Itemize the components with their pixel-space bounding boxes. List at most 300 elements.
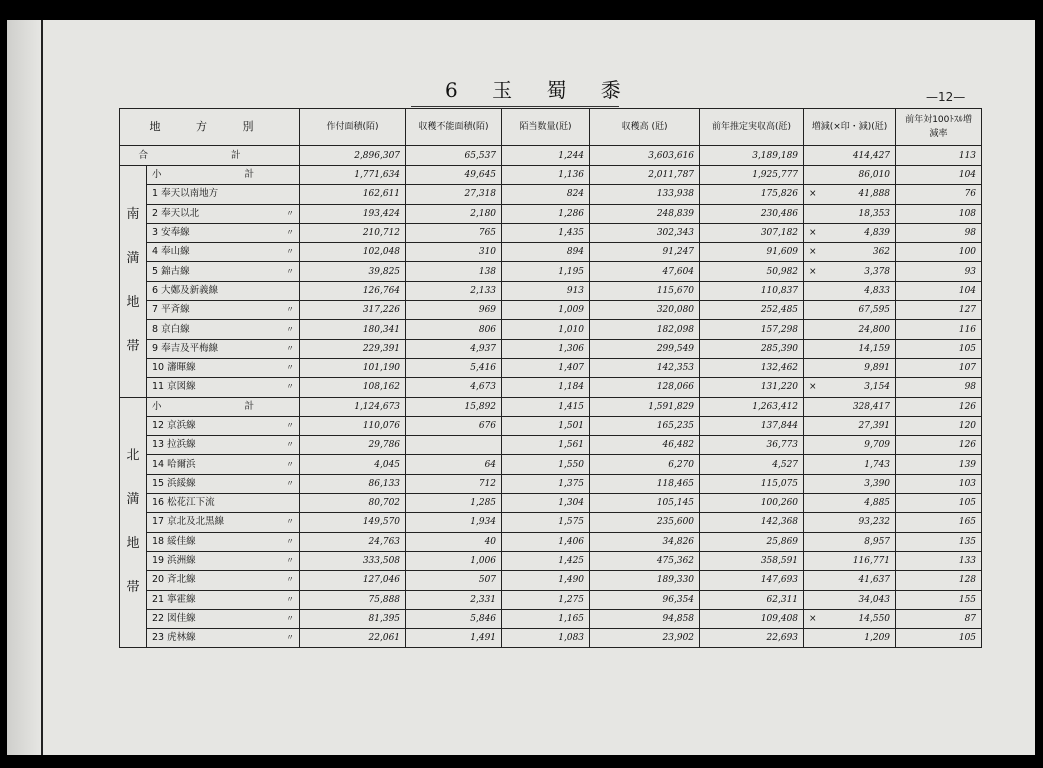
- cell-change: [804, 513, 896, 532]
- cell-prev-year: 132,462: [700, 358, 804, 377]
- row-name-text: 3 安奉線: [152, 227, 190, 239]
- region-char: 帯: [126, 580, 140, 596]
- cell-yield-per-ha: 1,009: [502, 301, 590, 320]
- row-name-text: 9 奉吉及平梅線: [152, 342, 219, 354]
- cell-ratio: 103: [896, 474, 982, 493]
- cell-prev-year: 285,390: [700, 339, 804, 358]
- cell-ratio: 126: [896, 436, 982, 455]
- cell-ratio: 105: [896, 494, 982, 513]
- cell-failed-area: 40: [406, 532, 502, 551]
- table-row: [120, 436, 982, 455]
- change-value: 116,771: [852, 556, 891, 567]
- cell-planted-area: 86,133: [300, 474, 406, 493]
- cell-yield-per-ha: 1,501: [502, 416, 590, 435]
- cell-failed-area: 1,285: [406, 494, 502, 513]
- cell-planted-area: 162,611: [300, 185, 406, 204]
- row-name-text: 7 平斉線: [152, 304, 190, 316]
- cell-change: [804, 358, 896, 377]
- cell-yield-per-ha: 1,550: [502, 455, 590, 474]
- region-char: 北: [126, 448, 140, 464]
- row-name-text: 12 京浜線: [152, 420, 196, 431]
- cell-ratio: 93: [896, 262, 982, 281]
- table-row: [120, 571, 982, 590]
- corn-harvest-table: [119, 108, 982, 648]
- cell-planted-area: 22,061: [300, 629, 406, 648]
- subtotal-failed-area: 15,892: [406, 397, 502, 416]
- cell-change: [804, 571, 896, 590]
- table-row: [120, 281, 982, 300]
- total-change: 414,427: [804, 146, 896, 166]
- change-value: 362: [872, 247, 891, 258]
- subtotal-yield-per-ha: 1,415: [502, 397, 590, 416]
- header-planted-area: 作付面積(陌): [300, 109, 406, 146]
- cell-planted-area: 4,045: [300, 455, 406, 474]
- cell-yield-per-ha: 894: [502, 243, 590, 262]
- table-row: [120, 223, 982, 242]
- subtotal-change: 86,010: [804, 166, 896, 185]
- subtotal-planted-area: 1,771,634: [300, 166, 406, 185]
- cell-change: [804, 281, 896, 300]
- cell-failed-area: 806: [406, 320, 502, 339]
- cell-failed-area: 1,934: [406, 513, 502, 532]
- subtotal-label: 小 計: [147, 166, 300, 185]
- cell-harvest: 47,604: [590, 262, 700, 281]
- decrease-mark: ×: [809, 382, 817, 393]
- cell-failed-area: 4,937: [406, 339, 502, 358]
- region-char: 帯: [126, 339, 140, 355]
- cell-yield-per-ha: 1,275: [502, 590, 590, 609]
- cell-ratio: 76: [896, 185, 982, 204]
- change-value: 34,043: [858, 594, 891, 605]
- cell-harvest: 23,902: [590, 629, 700, 648]
- row-name: [147, 436, 300, 455]
- cell-prev-year: 157,298: [700, 320, 804, 339]
- change-value: 4,839: [864, 228, 891, 239]
- cell-harvest: 34,826: [590, 532, 700, 551]
- cell-prev-year: 115,075: [700, 474, 804, 493]
- row-name: [147, 590, 300, 609]
- change-value: 3,390: [864, 478, 891, 489]
- cell-planted-area: 29,786: [300, 436, 406, 455]
- cell-change: [804, 629, 896, 648]
- cell-ratio: 98: [896, 378, 982, 397]
- cell-change: [804, 590, 896, 609]
- row-name: [147, 532, 300, 551]
- cell-prev-year: 36,773: [700, 436, 804, 455]
- cell-yield-per-ha: 1,286: [502, 204, 590, 223]
- subtotal-harvest: 2,011,787: [590, 166, 700, 185]
- decrease-mark: ×: [809, 228, 817, 239]
- change-value: 1,209: [864, 633, 891, 644]
- cell-harvest: 6,270: [590, 455, 700, 474]
- cell-failed-area: 969: [406, 301, 502, 320]
- row-name: [147, 339, 300, 358]
- cell-harvest: 96,354: [590, 590, 700, 609]
- ditto-mark: 〃: [286, 478, 295, 488]
- row-name: [147, 494, 300, 513]
- row-name: [147, 281, 300, 300]
- cell-prev-year: 252,485: [700, 301, 804, 320]
- table-row: [120, 339, 982, 358]
- north-subtotal-row: [120, 397, 982, 416]
- change-value: 41,888: [858, 189, 891, 200]
- decrease-mark: ×: [809, 266, 817, 277]
- table-row: [120, 494, 982, 513]
- cell-change: [804, 243, 896, 262]
- cell-planted-area: 149,570: [300, 513, 406, 532]
- total-failed-area: 65,537: [406, 146, 502, 166]
- cell-planted-area: 24,763: [300, 532, 406, 551]
- table-row: [120, 358, 982, 377]
- cell-harvest: 320,080: [590, 301, 700, 320]
- cell-planted-area: 229,391: [300, 339, 406, 358]
- cell-prev-year: 91,609: [700, 243, 804, 262]
- cell-failed-area: 310: [406, 243, 502, 262]
- cell-yield-per-ha: 1,184: [502, 378, 590, 397]
- row-name: [147, 262, 300, 281]
- cell-prev-year: 4,527: [700, 455, 804, 474]
- cell-planted-area: 333,508: [300, 551, 406, 570]
- ditto-mark: 〃: [286, 459, 295, 469]
- region-char: 満: [126, 251, 140, 267]
- cell-yield-per-ha: 1,375: [502, 474, 590, 493]
- row-name: [147, 513, 300, 532]
- cell-ratio: 105: [896, 339, 982, 358]
- cell-planted-area: 180,341: [300, 320, 406, 339]
- ditto-mark: 〃: [286, 343, 295, 353]
- table-row: [120, 455, 982, 474]
- cell-change: [804, 320, 896, 339]
- row-name-text: 6 大鄭及新義線: [152, 284, 219, 296]
- cell-yield-per-ha: 1,010: [502, 320, 590, 339]
- subtotal-change: 328,417: [804, 397, 896, 416]
- header-yield-per-ha: 陌当数量(瓩): [502, 109, 590, 146]
- page-title: 6 玉 蜀 黍: [445, 78, 635, 102]
- row-name-text: 10 瀋暉線: [152, 362, 196, 374]
- cell-harvest: 302,343: [590, 223, 700, 242]
- cell-ratio: 155: [896, 590, 982, 609]
- header-row: [120, 109, 982, 146]
- cell-ratio: 100: [896, 243, 982, 262]
- cell-prev-year: 110,837: [700, 281, 804, 300]
- north-region-label: [120, 397, 147, 648]
- row-name-text: 14 哈爾浜: [152, 458, 196, 470]
- total-planted-area: 2,896,307: [300, 146, 406, 166]
- cell-prev-year: 131,220: [700, 378, 804, 397]
- cell-planted-area: 110,076: [300, 416, 406, 435]
- row-name-text: 20 斉北線: [152, 574, 196, 586]
- cell-failed-area: 676: [406, 416, 502, 435]
- row-name-text: 21 寧霍線: [152, 593, 196, 605]
- cell-ratio: 116: [896, 320, 982, 339]
- cell-planted-area: 317,226: [300, 301, 406, 320]
- cell-ratio: 165: [896, 513, 982, 532]
- cell-failed-area: 2,331: [406, 590, 502, 609]
- cell-yield-per-ha: 1,407: [502, 358, 590, 377]
- cell-yield-per-ha: 1,304: [502, 494, 590, 513]
- cell-prev-year: 142,368: [700, 513, 804, 532]
- table-row: [120, 416, 982, 435]
- change-value: 9,891: [864, 363, 891, 374]
- change-value: 3,154: [864, 382, 891, 393]
- cell-change: [804, 301, 896, 320]
- cell-yield-per-ha: 824: [502, 185, 590, 204]
- cell-ratio: 107: [896, 358, 982, 377]
- table-row: [120, 590, 982, 609]
- cell-yield-per-ha: 1,575: [502, 513, 590, 532]
- cell-planted-area: 126,764: [300, 281, 406, 300]
- cell-harvest: 105,145: [590, 494, 700, 513]
- cell-planted-area: 81,395: [300, 609, 406, 628]
- cell-yield-per-ha: 1,561: [502, 436, 590, 455]
- subtotal-label: 小 計: [147, 397, 300, 416]
- cell-planted-area: 101,190: [300, 358, 406, 377]
- row-name: [147, 609, 300, 628]
- cell-change: [804, 378, 896, 397]
- change-value: 4,833: [864, 285, 891, 296]
- change-value: 1,743: [864, 459, 891, 470]
- row-name: [147, 416, 300, 435]
- cell-failed-area: 2,180: [406, 204, 502, 223]
- table-row: [120, 378, 982, 397]
- cell-prev-year: 175,826: [700, 185, 804, 204]
- cell-failed-area: 27,318: [406, 185, 502, 204]
- total-row: [120, 146, 982, 166]
- subtotal-ratio: 126: [896, 397, 982, 416]
- change-value: 14,550: [858, 613, 891, 624]
- row-name: [147, 243, 300, 262]
- row-name-text: 16 松花江下流: [152, 497, 215, 509]
- cell-ratio: 108: [896, 204, 982, 223]
- region-char: 南: [126, 207, 140, 223]
- decrease-mark: ×: [809, 613, 817, 624]
- cell-prev-year: 50,982: [700, 262, 804, 281]
- region-char: 地: [126, 295, 140, 311]
- header-failed-area: 収穫不能面積(陌): [406, 109, 502, 146]
- change-value: 9,709: [864, 440, 891, 451]
- ditto-mark: 〃: [286, 266, 295, 276]
- region-char: 満: [126, 492, 140, 508]
- cell-yield-per-ha: 913: [502, 281, 590, 300]
- cell-failed-area: 5,416: [406, 358, 502, 377]
- cell-failed-area: 1,006: [406, 551, 502, 570]
- cell-change: [804, 204, 896, 223]
- cell-yield-per-ha: 1,165: [502, 609, 590, 628]
- cell-prev-year: 137,844: [700, 416, 804, 435]
- total-yield-per-ha: 1,244: [502, 146, 590, 166]
- cell-harvest: 94,858: [590, 609, 700, 628]
- row-name: [147, 185, 300, 204]
- cell-harvest: 133,938: [590, 185, 700, 204]
- header-prev-year: 前年推定実収高(瓩): [700, 109, 804, 146]
- row-name: [147, 629, 300, 648]
- row-name: [147, 571, 300, 590]
- row-name-text: 5 錦古線: [152, 265, 190, 277]
- cell-planted-area: 127,046: [300, 571, 406, 590]
- change-value: 14,159: [858, 343, 891, 354]
- cell-ratio: 120: [896, 416, 982, 435]
- cell-planted-area: 210,712: [300, 223, 406, 242]
- row-name: [147, 320, 300, 339]
- cell-harvest: 189,330: [590, 571, 700, 590]
- cell-failed-area: 765: [406, 223, 502, 242]
- row-name: [147, 551, 300, 570]
- row-name-text: 2 奉天以北: [152, 207, 200, 219]
- cell-failed-area: 4,673: [406, 378, 502, 397]
- cell-yield-per-ha: 1,306: [502, 339, 590, 358]
- cell-yield-per-ha: 1,195: [502, 262, 590, 281]
- cell-change: [804, 494, 896, 513]
- cell-ratio: 104: [896, 281, 982, 300]
- total-harvest: 3,603,616: [590, 146, 700, 166]
- cell-ratio: 139: [896, 455, 982, 474]
- subtotal-harvest: 1,591,829: [590, 397, 700, 416]
- row-name-text: 17 京北及北黒線: [152, 516, 225, 528]
- row-name: [147, 378, 300, 397]
- cell-harvest: 248,839: [590, 204, 700, 223]
- ditto-mark: 〃: [286, 228, 295, 238]
- subtotal-yield-per-ha: 1,136: [502, 166, 590, 185]
- header-ratio: 前年対100ﾄｽﾙ増減率: [896, 109, 982, 146]
- row-name-text: 18 綏佳線: [152, 535, 196, 547]
- region-char: 地: [126, 536, 140, 552]
- cell-prev-year: 62,311: [700, 590, 804, 609]
- ditto-mark: 〃: [286, 363, 295, 373]
- change-value: 67,595: [858, 305, 891, 316]
- cell-harvest: 475,362: [590, 551, 700, 570]
- cell-change: [804, 436, 896, 455]
- row-name-text: 22 図佳線: [152, 612, 196, 624]
- cell-harvest: 299,549: [590, 339, 700, 358]
- change-value: 27,391: [858, 421, 891, 431]
- cell-yield-per-ha: 1,083: [502, 629, 590, 648]
- page-number: —12—: [926, 90, 966, 104]
- cell-planted-area: 80,702: [300, 494, 406, 513]
- ditto-mark: 〃: [286, 536, 295, 546]
- ditto-mark: 〃: [286, 633, 295, 643]
- title-underline: [411, 106, 619, 107]
- change-value: 41,637: [858, 575, 891, 586]
- cell-change: [804, 474, 896, 493]
- cell-ratio: 127: [896, 301, 982, 320]
- subtotal-prev-year: 1,263,412: [700, 397, 804, 416]
- cell-planted-area: 39,825: [300, 262, 406, 281]
- table-row: [120, 262, 982, 281]
- ditto-mark: 〃: [286, 324, 295, 334]
- change-value: 93,232: [858, 517, 891, 528]
- cell-yield-per-ha: 1,406: [502, 532, 590, 551]
- cell-ratio: 98: [896, 223, 982, 242]
- row-name-text: 13 拉浜線: [152, 439, 196, 451]
- ditto-mark: 〃: [286, 305, 295, 315]
- cell-change: [804, 223, 896, 242]
- cell-change: [804, 455, 896, 474]
- table-row: [120, 532, 982, 551]
- page-binding-edge: [41, 20, 43, 755]
- total-ratio: 113: [896, 146, 982, 166]
- table-row: [120, 301, 982, 320]
- ditto-mark: 〃: [286, 594, 295, 604]
- cell-failed-area: 64: [406, 455, 502, 474]
- table-row: [120, 320, 982, 339]
- ditto-mark: 〃: [286, 247, 295, 257]
- cell-harvest: 115,670: [590, 281, 700, 300]
- ditto-mark: 〃: [286, 382, 295, 392]
- table-row: [120, 474, 982, 493]
- cell-planted-area: 102,048: [300, 243, 406, 262]
- ditto-mark: 〃: [286, 517, 295, 527]
- cell-failed-area: [406, 436, 502, 455]
- row-name: [147, 223, 300, 242]
- header-region: 地 方 別: [120, 109, 300, 146]
- ditto-mark: 〃: [286, 440, 295, 450]
- cell-prev-year: 100,260: [700, 494, 804, 513]
- cell-change: [804, 185, 896, 204]
- change-value: 24,800: [858, 324, 891, 335]
- cell-failed-area: 712: [406, 474, 502, 493]
- row-name-text: 15 浜綏線: [152, 477, 196, 489]
- table-row: [120, 185, 982, 204]
- cell-yield-per-ha: 1,435: [502, 223, 590, 242]
- cell-change: [804, 532, 896, 551]
- row-name-text: 19 浜洲線: [152, 555, 196, 567]
- total-label: 合 計: [120, 146, 300, 166]
- cell-harvest: 235,600: [590, 513, 700, 532]
- table-row: [120, 551, 982, 570]
- table-row: [120, 629, 982, 648]
- cell-failed-area: 1,491: [406, 629, 502, 648]
- row-name-text: 8 京白線: [152, 323, 190, 335]
- change-value: 18,353: [858, 208, 891, 219]
- cell-change: [804, 262, 896, 281]
- row-name-text: 1 奉天以南地方: [152, 188, 219, 200]
- row-name: [147, 455, 300, 474]
- row-name-text: 4 奉山線: [152, 246, 190, 258]
- cell-planted-area: 193,424: [300, 204, 406, 223]
- row-name: [147, 204, 300, 223]
- cell-prev-year: 147,693: [700, 571, 804, 590]
- subtotal-prev-year: 1,925,777: [700, 166, 804, 185]
- cell-ratio: 105: [896, 629, 982, 648]
- cell-harvest: 118,465: [590, 474, 700, 493]
- table-row: [120, 513, 982, 532]
- cell-failed-area: 5,846: [406, 609, 502, 628]
- table-row: [120, 204, 982, 223]
- decrease-mark: ×: [809, 189, 817, 200]
- south-subtotal-row: [120, 166, 982, 185]
- cell-prev-year: 22,693: [700, 629, 804, 648]
- cell-prev-year: 230,486: [700, 204, 804, 223]
- cell-prev-year: 109,408: [700, 609, 804, 628]
- header-change: 増減(×印・減)(瓩): [804, 109, 896, 146]
- cell-change: [804, 339, 896, 358]
- cell-prev-year: 358,591: [700, 551, 804, 570]
- row-name: [147, 358, 300, 377]
- row-name-text: 23 虎林線: [152, 632, 196, 644]
- south-region-label: [120, 166, 147, 398]
- cell-planted-area: 108,162: [300, 378, 406, 397]
- ditto-mark: 〃: [286, 208, 295, 218]
- cell-planted-area: 75,888: [300, 590, 406, 609]
- cell-harvest: 182,098: [590, 320, 700, 339]
- cell-failed-area: 138: [406, 262, 502, 281]
- total-prev-year: 3,189,189: [700, 146, 804, 166]
- cell-change: [804, 551, 896, 570]
- cell-ratio: 135: [896, 532, 982, 551]
- change-value: 4,885: [864, 498, 891, 509]
- ditto-mark: 〃: [286, 556, 295, 566]
- cell-harvest: 128,066: [590, 378, 700, 397]
